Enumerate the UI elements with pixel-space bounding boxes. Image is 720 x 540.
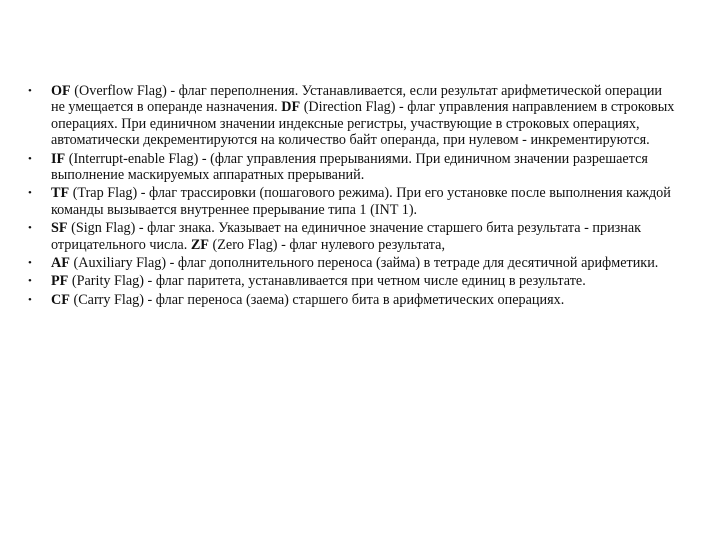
list-item-sf-zf	[28, 220, 678, 253]
flag-desc-df: (Direction Flag) - флаг управления направлением в строковых операциях. При единичном значении индексные регистры, участвующие в строковых операциях, автоматически декрементируются на количество байт операнда, при нулевом - инкрементируются.	[51, 99, 675, 149]
flag-abbr-tf: TF	[51, 185, 70, 202]
bullet: •	[28, 152, 32, 165]
flag-desc-of: (Overflow Flag) - флаг переполнения. Устанавливается, если результат арифметической операции не умещается в операнде назначения.	[51, 83, 663, 116]
flag-abbr-df: DF	[281, 99, 301, 116]
bullet: •	[28, 187, 32, 200]
bullet: •	[28, 275, 32, 288]
flag-abbr-cf: CF	[51, 291, 70, 308]
bullet: •	[28, 85, 32, 97]
flag-desc-cf: (Carry Flag) - флаг переноса (заема) старшего бита в арифметических операциях.	[69, 291, 565, 308]
flag-desc-af: (Auxiliary Flag) - флаг дополнительного переноса (займа) в тетраде для десятичной арифметики.	[69, 255, 659, 272]
bullet: •	[28, 293, 32, 306]
flag-abbr-af: AF	[51, 255, 70, 272]
flag-desc-if: (Interrupt-enable Flag) - (флаг управления прерываниями. При единичном значении разрешается выполнение маскируемых аппаратных прерываний.	[51, 150, 648, 184]
flag-list	[28, 83, 678, 310]
flag-abbr-zf: ZF	[190, 236, 209, 253]
list-item-af	[28, 255, 678, 271]
list-item-cf	[28, 292, 678, 308]
list-item-tf	[28, 185, 678, 218]
flag-abbr-sf: SF	[51, 220, 68, 237]
flag-desc-tf: (Trap Flag) - флаг трассировки (пошагового режима). При его установке после выполнения каждой команды вызывается внутреннее прерывание типа 1 (INT 1).	[51, 185, 671, 218]
flag-abbr-of: OF	[51, 83, 71, 99]
bullet: •	[28, 222, 32, 235]
list-item-if	[28, 151, 678, 184]
list-item-pf	[28, 273, 678, 289]
flag-desc-pf: (Parity Flag) - флаг паритета, устанавливается при четном числе единиц в результате.	[68, 273, 586, 290]
flag-abbr-pf: PF	[51, 273, 69, 290]
flag-abbr-if: IF	[51, 150, 66, 167]
bullet: •	[28, 257, 32, 270]
flag-desc-sf: (Sign Flag) - флаг знака. Указывает на единичное значение старшего бита результата - признак отрицательного числа.	[51, 220, 642, 253]
list-item-of-df	[28, 83, 678, 149]
flag-desc-zf: (Zero Flag) - флаг нулевого результата,	[208, 236, 446, 253]
